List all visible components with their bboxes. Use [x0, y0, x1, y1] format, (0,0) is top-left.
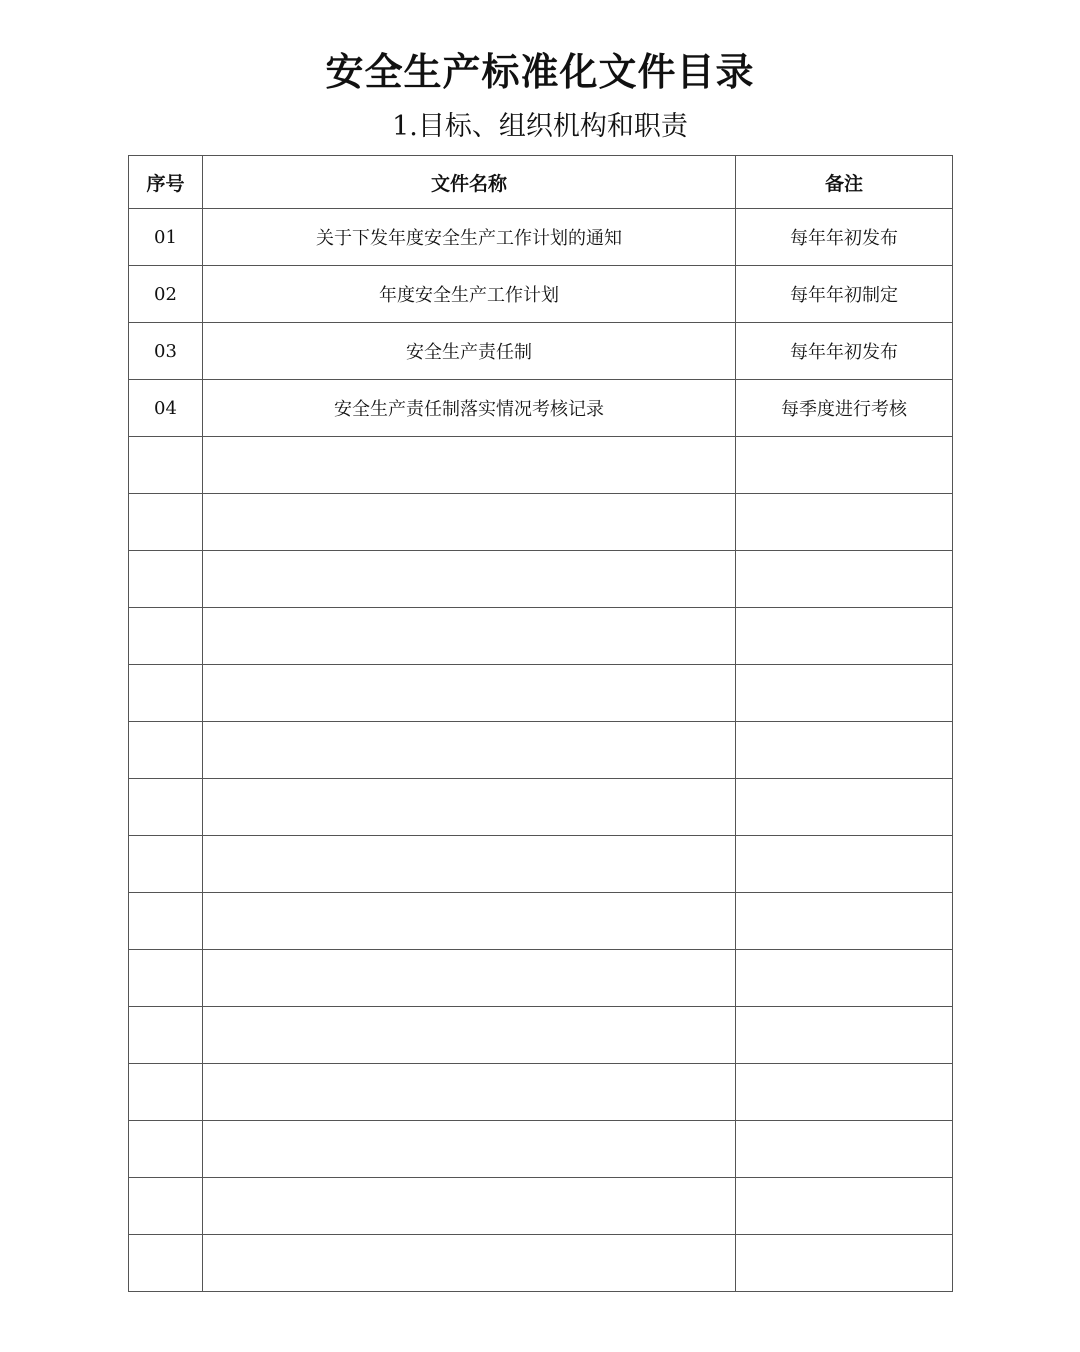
cell-serial-number: [129, 950, 203, 1007]
table-row: [129, 950, 953, 1007]
table-row: [129, 1235, 953, 1292]
cell-file-name: [203, 494, 736, 551]
cell-serial-number: [129, 1064, 203, 1121]
cell-remarks: 每年年初制定: [736, 266, 953, 323]
cell-remarks: 每年年初发布: [736, 209, 953, 266]
table-body: [129, 209, 953, 1292]
cell-remarks: 每季度进行考核: [736, 380, 953, 437]
file-catalog-table: [128, 155, 953, 1292]
table-row: [129, 1178, 953, 1235]
cell-file-name: [203, 1007, 736, 1064]
table-row: [129, 1007, 953, 1064]
cell-remarks: [736, 893, 953, 950]
table-row: [129, 437, 953, 494]
cell-serial-number: [129, 494, 203, 551]
table-row: [129, 836, 953, 893]
cell-serial-number: [129, 608, 203, 665]
table-row: [129, 893, 953, 950]
cell-serial-number: [129, 665, 203, 722]
cell-serial-number: [129, 437, 203, 494]
cell-file-name: [203, 950, 736, 1007]
cell-file-name: [203, 1121, 736, 1178]
table-row: [129, 722, 953, 779]
cell-serial-number: 04: [129, 380, 203, 437]
table-row: [129, 494, 953, 551]
table-row: [129, 323, 953, 380]
cell-file-name: [203, 1064, 736, 1121]
cell-serial-number: 03: [129, 323, 203, 380]
page-title: 安全生产标准化文件目录: [325, 50, 755, 94]
cell-file-name: 关于下发年度安全生产工作计划的通知: [203, 209, 736, 266]
cell-serial-number: [129, 551, 203, 608]
cell-file-name: [203, 608, 736, 665]
cell-remarks: [736, 494, 953, 551]
cell-remarks: [736, 1235, 953, 1292]
cell-remarks: [736, 1178, 953, 1235]
cell-serial-number: [129, 779, 203, 836]
table-row: [129, 551, 953, 608]
section-title: 1.目标、组织机构和职责: [392, 111, 688, 142]
cell-serial-number: [129, 1121, 203, 1178]
cell-remarks: [736, 722, 953, 779]
cell-file-name: 安全生产责任制落实情况考核记录: [203, 380, 736, 437]
cell-file-name: [203, 665, 736, 722]
cell-file-name: [203, 1235, 736, 1292]
cell-remarks: [736, 608, 953, 665]
cell-serial-number: [129, 722, 203, 779]
table-row: [129, 779, 953, 836]
header-row: [129, 156, 953, 209]
cell-remarks: [736, 950, 953, 1007]
header-serial-number: 序号: [129, 156, 203, 209]
cell-remarks: [736, 836, 953, 893]
cell-serial-number: [129, 1178, 203, 1235]
cell-file-name: [203, 893, 736, 950]
cell-remarks: [736, 1007, 953, 1064]
cell-file-name: [203, 1178, 736, 1235]
cell-remarks: [736, 1064, 953, 1121]
cell-file-name: [203, 437, 736, 494]
cell-file-name: [203, 722, 736, 779]
table-row: [129, 1121, 953, 1178]
table-row: [129, 608, 953, 665]
cell-remarks: [736, 437, 953, 494]
table-row: [129, 665, 953, 722]
cell-file-name: [203, 836, 736, 893]
cell-file-name: 年度安全生产工作计划: [203, 266, 736, 323]
cell-file-name: [203, 551, 736, 608]
cell-remarks: [736, 551, 953, 608]
cell-serial-number: [129, 1235, 203, 1292]
cell-file-name: 安全生产责任制: [203, 323, 736, 380]
cell-remarks: [736, 779, 953, 836]
table-header: [129, 156, 953, 209]
cell-serial-number: [129, 836, 203, 893]
header-remarks: 备注: [736, 156, 953, 209]
cell-remarks: [736, 665, 953, 722]
cell-remarks: 每年年初发布: [736, 323, 953, 380]
cell-remarks: [736, 1121, 953, 1178]
table-row: [129, 266, 953, 323]
table-row: [129, 380, 953, 437]
cell-serial-number: 02: [129, 266, 203, 323]
cell-serial-number: [129, 1007, 203, 1064]
table-row: [129, 209, 953, 266]
header-file-name: 文件名称: [203, 156, 736, 209]
table-row: [129, 1064, 953, 1121]
cell-serial-number: 01: [129, 209, 203, 266]
cell-file-name: [203, 779, 736, 836]
cell-serial-number: [129, 893, 203, 950]
